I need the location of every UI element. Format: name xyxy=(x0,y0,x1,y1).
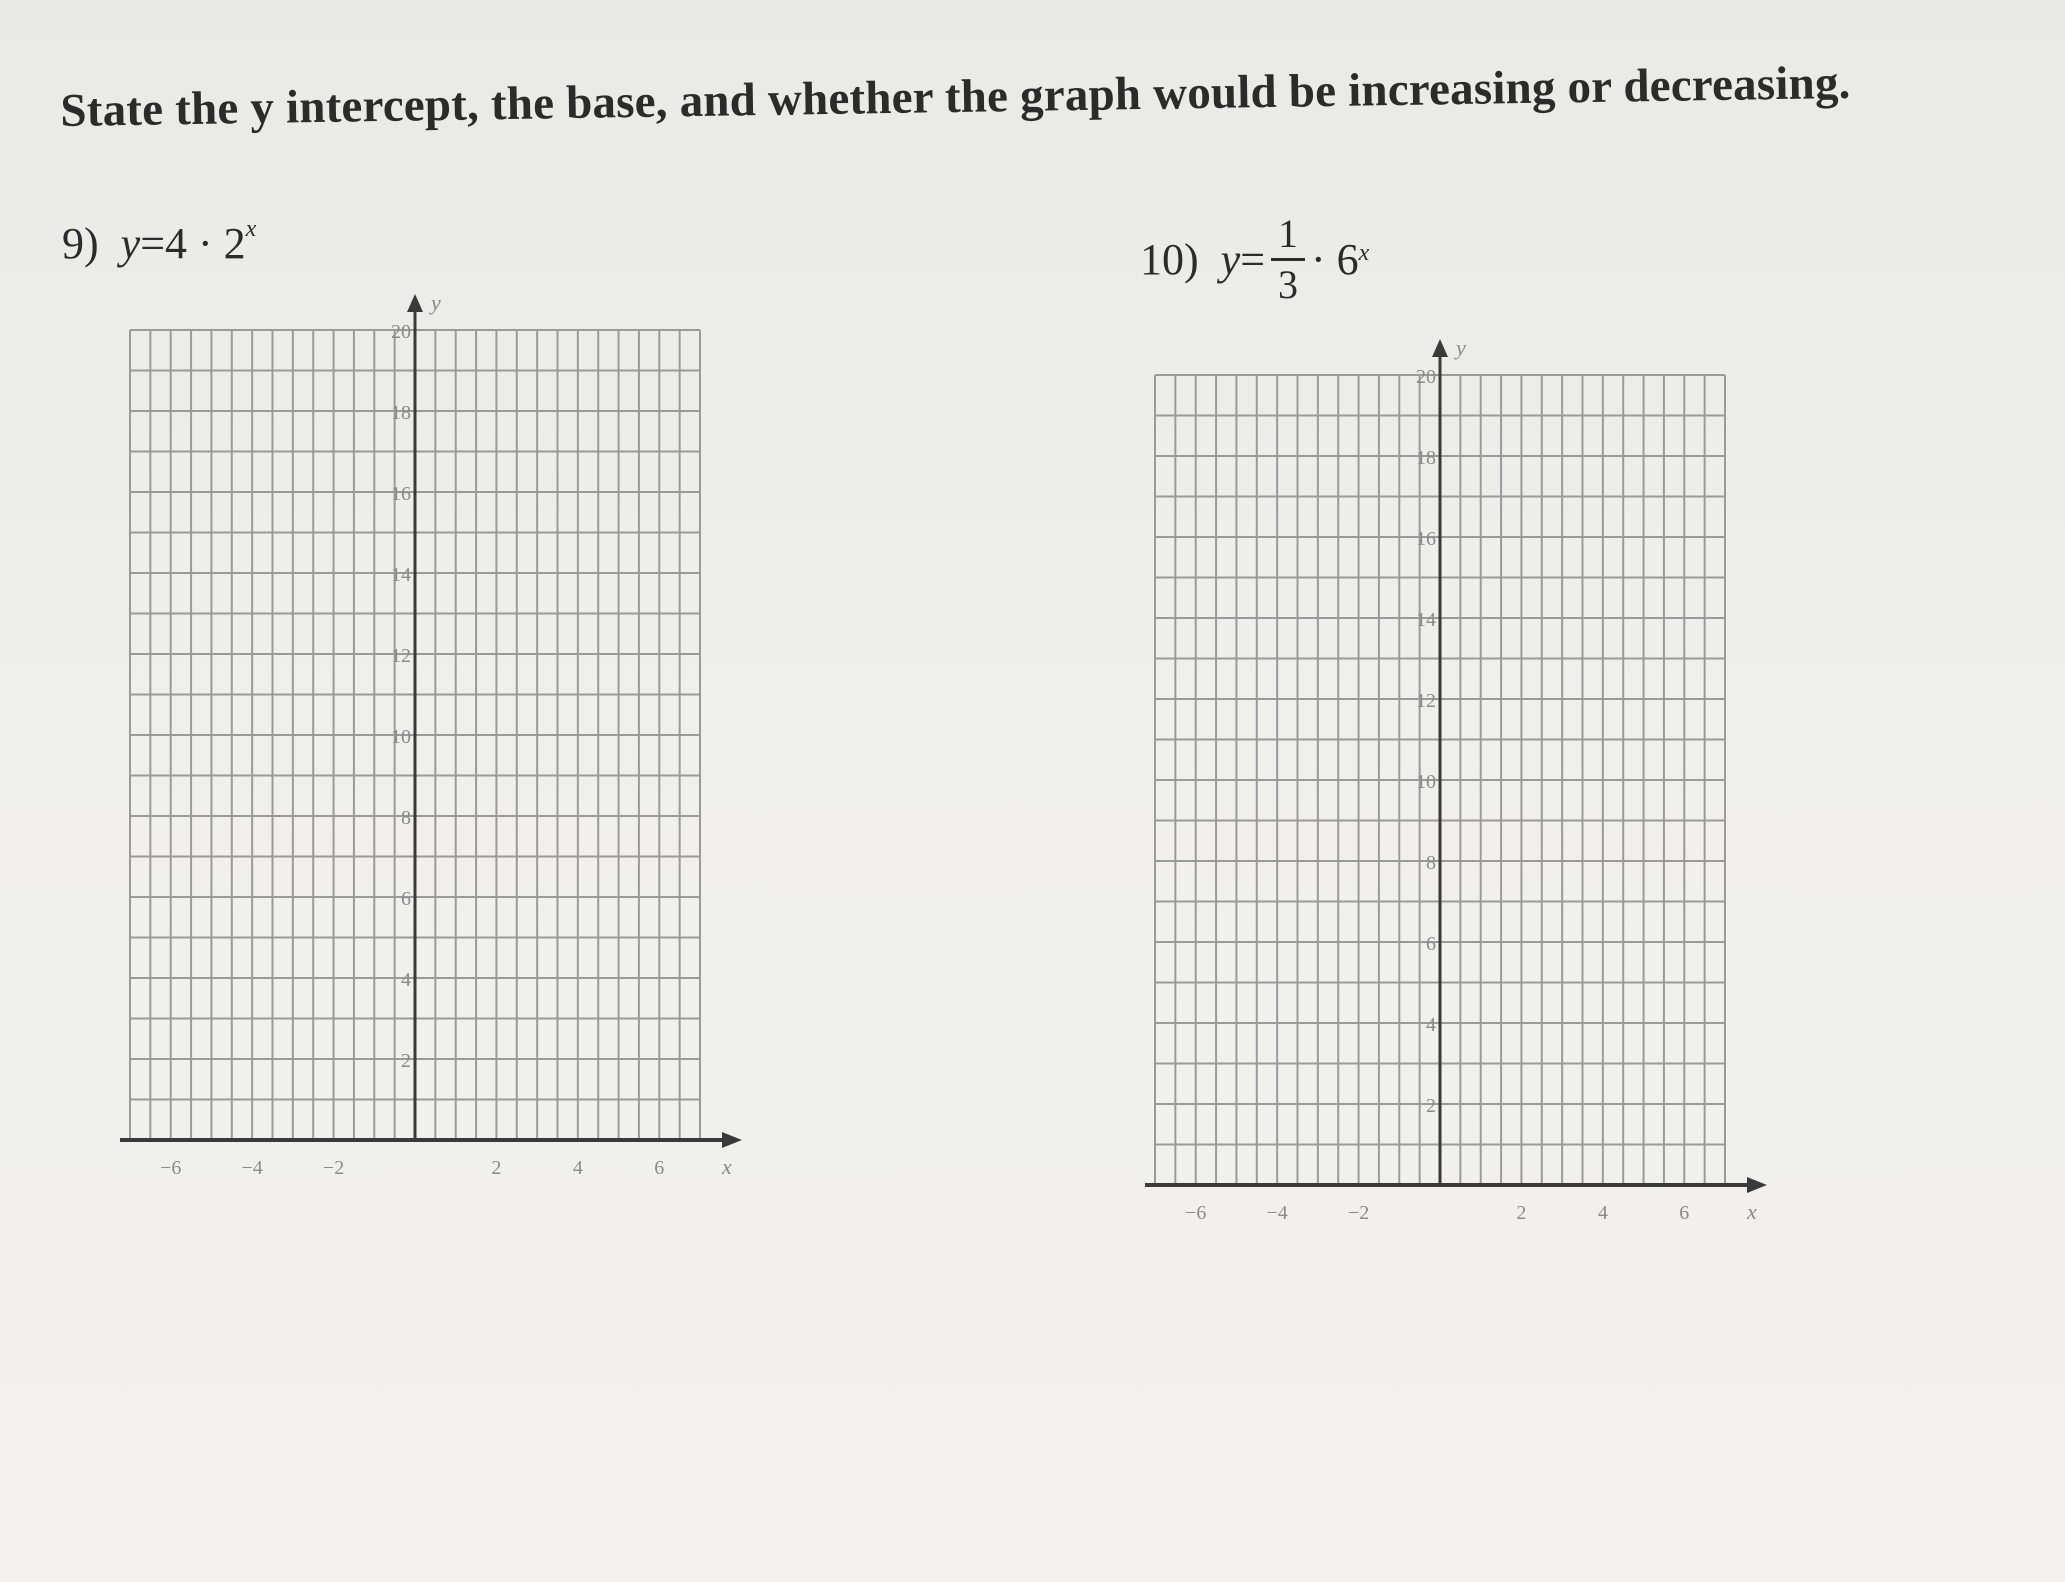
y-tick-label: 10 xyxy=(391,726,411,748)
y-axis-label: y xyxy=(431,290,441,315)
y-tick-label: 6 xyxy=(401,888,411,910)
y-axis-label: y xyxy=(1456,335,1466,360)
y-tick-label: 16 xyxy=(391,483,411,505)
y-tick-label: 10 xyxy=(1416,771,1436,793)
x-axis-label: x xyxy=(1747,1199,1757,1224)
x-tick-label: 6 xyxy=(654,1157,665,1179)
problem-number: 9) xyxy=(62,219,99,268)
y-tick-label: 16 xyxy=(1416,528,1436,550)
equation-equals: = xyxy=(140,219,166,268)
x-tick-label: −6 xyxy=(160,1157,182,1179)
x-axis-arrow-right xyxy=(722,1132,742,1148)
x-tick-label: −2 xyxy=(1347,1202,1370,1224)
fraction-bar xyxy=(1271,258,1305,261)
graph-problem-9[interactable] xyxy=(120,290,780,1200)
y-tick-label: 8 xyxy=(1426,852,1436,874)
x-tick-label: 4 xyxy=(1597,1202,1608,1224)
y-axis-arrow xyxy=(1432,339,1448,357)
equation-lhs: y xyxy=(1220,235,1241,284)
graph-problem-10[interactable] xyxy=(1145,335,1805,1245)
equation-base: 2 xyxy=(223,219,246,268)
equation-equals: = xyxy=(1240,235,1266,284)
problem-number: 10) xyxy=(1140,235,1199,284)
equation-fraction xyxy=(1271,211,1305,307)
x-tick-label: 4 xyxy=(572,1157,583,1179)
x-tick-label: −4 xyxy=(241,1157,263,1179)
problem-10 xyxy=(1140,211,1370,307)
y-tick-label: 2 xyxy=(401,1050,411,1072)
y-tick-label: 14 xyxy=(1416,609,1436,631)
y-tick-label: 4 xyxy=(401,969,411,991)
y-tick-label: 18 xyxy=(391,402,411,424)
x-axis-arrow-right xyxy=(1747,1177,1767,1193)
x-tick-label: 2 xyxy=(1516,1202,1527,1224)
x-tick-label: −2 xyxy=(322,1157,345,1179)
graph-svg[interactable] xyxy=(1145,335,1805,1245)
x-tick-label: 6 xyxy=(1679,1202,1690,1224)
x-tick-label: −6 xyxy=(1185,1202,1207,1224)
x-tick-label: 2 xyxy=(491,1157,502,1179)
y-tick-label: 18 xyxy=(1416,447,1436,469)
fraction-denominator: 3 xyxy=(1278,262,1299,307)
y-tick-label: 8 xyxy=(401,807,411,829)
y-tick-label: 20 xyxy=(1416,366,1436,388)
y-tick-label: 14 xyxy=(391,564,411,586)
x-tick-label: −4 xyxy=(1266,1202,1288,1224)
graph-svg[interactable] xyxy=(120,290,780,1200)
equation-coefficient: 4 xyxy=(165,219,188,268)
equation-dot: · xyxy=(1311,235,1326,284)
equation-lhs: y xyxy=(120,219,141,268)
y-tick-label: 12 xyxy=(1416,690,1436,712)
fraction-numerator: 1 xyxy=(1278,211,1299,256)
equation-dot: · xyxy=(198,219,213,268)
y-tick-label: 20 xyxy=(391,321,411,343)
equation-base: 6 xyxy=(1336,235,1359,284)
y-tick-label: 4 xyxy=(1426,1014,1436,1036)
y-tick-label: 12 xyxy=(391,645,411,667)
instruction-text: State the y intercept, the base, and whether the graph would be increasing or decreasing. xyxy=(60,56,1851,137)
equation-exponent: x xyxy=(1358,240,1370,266)
y-tick-label: 6 xyxy=(1426,933,1436,955)
y-axis-arrow xyxy=(407,294,423,312)
problem-9 xyxy=(62,218,256,269)
y-tick-label: 2 xyxy=(1426,1095,1436,1117)
equation-exponent: x xyxy=(245,216,257,243)
x-axis-label: x xyxy=(722,1154,732,1179)
